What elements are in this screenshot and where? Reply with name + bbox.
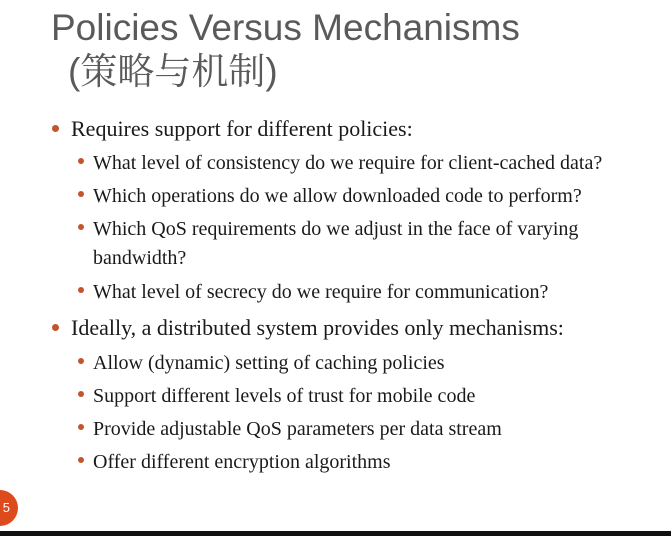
slide-title-line-1: Policies Versus Mechanisms [51, 7, 520, 48]
sub-bullet-secrecy: What level of secrecy do we require for communication? [93, 281, 549, 303]
sub-bullet-dot-icon [78, 358, 84, 364]
bullet-point-requires-support: Requires support for different policies: [71, 116, 413, 141]
sub-bullet-dot-icon [78, 287, 84, 293]
sub-bullet-trust-levels: Support different levels of trust for mobile code [93, 385, 476, 407]
slide-title-line-2: (策略与机制) [68, 51, 278, 92]
sub-bullet-consistency: What level of consistency do we require for client-cached data? [93, 152, 603, 174]
bottom-border [0, 531, 671, 536]
page-number-badge: 5 [0, 490, 18, 526]
bullet-dot-icon [52, 125, 59, 132]
sub-bullet-encryption: Offer different encryption algorithms [93, 451, 391, 473]
sub-bullet-dot-icon [78, 158, 84, 164]
sub-bullet-dot-icon [78, 191, 84, 197]
sub-bullet-dot-icon [78, 391, 84, 397]
bullet-dot-icon [52, 324, 59, 331]
sub-bullet-caching-policies: Allow (dynamic) setting of caching policies [93, 352, 445, 374]
sub-bullet-dot-icon [78, 224, 84, 230]
bullet-point-ideally-mechanisms: Ideally, a distributed system provides only mechanisms: [71, 315, 564, 340]
sub-bullet-qos-parameters: Provide adjustable QoS parameters per data stream [93, 418, 502, 440]
sub-bullet-operations: Which operations do we allow downloaded code to perform? [93, 185, 582, 207]
sub-bullet-qos-requirements: Which QoS requirements do we adjust in the face of varying [93, 218, 579, 240]
sub-bullet-dot-icon [78, 424, 84, 430]
sub-bullet-dot-icon [78, 457, 84, 463]
sub-bullet-qos-requirements-continued: bandwidth? [93, 247, 187, 269]
